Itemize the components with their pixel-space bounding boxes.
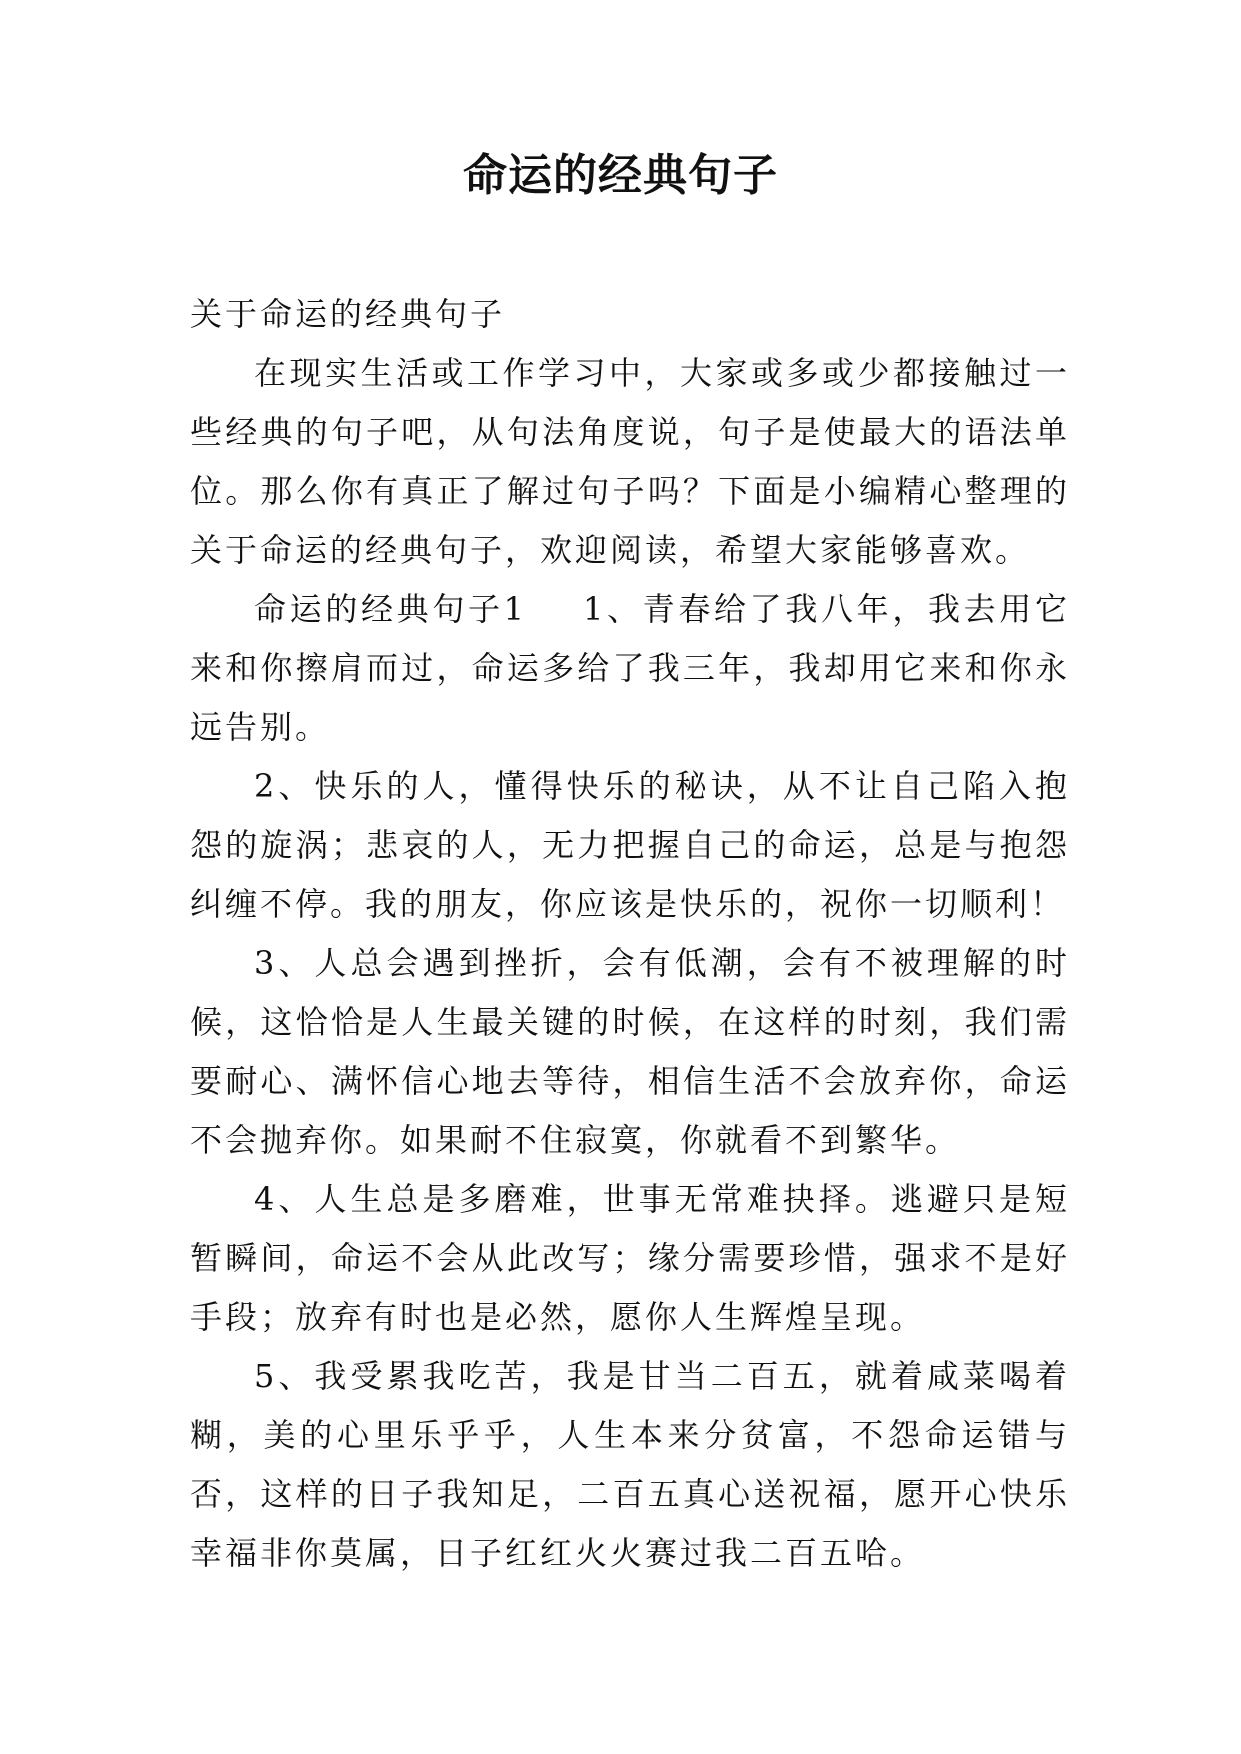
document-subtitle: 关于命运的经典句子: [190, 295, 506, 333]
item-paragraph-2: 2、快乐的人，懂得快乐的秘诀，从不让自己陷入抱怨的旋涡；悲哀的人，无力把握自己的命运，总是与抱怨纠缠不停。我的朋友，你应该是快乐的，祝你一切顺利！: [190, 767, 1070, 923]
item-paragraph-5: 5、我受累我吃苦，我是甘当二百五，就着咸菜喝着糊，美的心里乐乎乎，人生本来分贫富，不怨命运错与否，这样的日子我知足，二百五真心送祝福，愿开心快乐幸福非你莫属，日子红红火火赛过我二百五哈。: [190, 1357, 1070, 1572]
section-heading: 命运的经典句子1: [254, 590, 527, 628]
document-title: 命运的经典句子: [463, 150, 778, 201]
item-paragraph-4: 4、人生总是多磨难，世事无常难抉择。逃避只是短暂瞬间，命运不会从此改写；缘分需要珍惜，强求不是好手段；放弃有时也是必然，愿你人生辉煌呈现。: [190, 1180, 1070, 1336]
intro-paragraph: 在现实生活或工作学习中，大家或多或少都接触过一些经典的句子吧，从句法角度说，句子是使最大的语法单位。那么你有真正了解过句子吗？下面是小编精心整理的关于命运的经典句子，欢迎阅读，希望大家能够喜欢。: [190, 354, 1070, 569]
document-body: [190, 285, 1070, 1583]
item-paragraph-1: [190, 580, 1070, 757]
item-text-1: 1、青春给了我八年，我去用它来和你擦肩而过，命运多给了我三年，我却用它来和你永远告别。: [190, 590, 1070, 746]
item-paragraph-3: 3、人总会遇到挫折，会有低潮，会有不被理解的时候，这恰恰是人生最关键的时候，在这样的时刻，我们需要耐心、满怀信心地去等待，相信生活不会放弃你，命运不会抛弃你。如果耐不住寂寞，你就看不到繁华。: [190, 944, 1070, 1159]
